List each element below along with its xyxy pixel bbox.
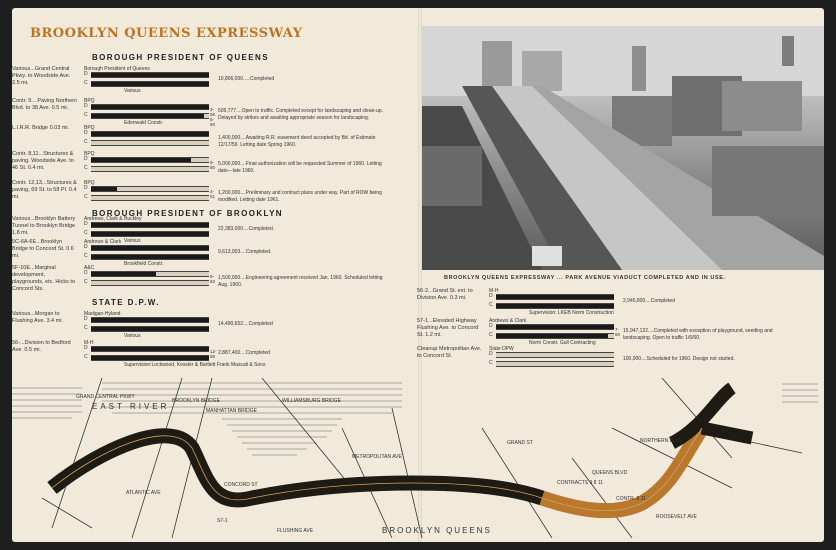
design-firm: Madigan-Hyland <box>84 311 121 317</box>
contract-label: Various...Grand Central Pkwy. to Woodside Ave. 2.5 mi. <box>12 66 71 86</box>
constr-fill <box>91 82 209 86</box>
constr-letter: C <box>84 165 88 171</box>
map-street-4: WILLIAMSBURG BRIDGE <box>282 398 341 404</box>
design-fill <box>91 132 209 136</box>
constr-bar <box>91 231 209 237</box>
design-bar <box>496 324 614 330</box>
constr-letter: C <box>489 360 493 366</box>
constr-fill <box>91 114 204 118</box>
design-letter: D <box>489 293 493 299</box>
map-street-12: CONTRACTS 9 8 11 <box>557 480 604 486</box>
design-letter: D <box>84 270 88 276</box>
design-firm: BPQ <box>84 125 95 131</box>
design-letter: D <box>84 244 88 250</box>
contract-row <box>12 265 402 305</box>
amount-status: 100,000....Scheduled for 1960. Design not started. <box>623 356 735 362</box>
design-letter: D <box>84 103 88 109</box>
constr-bar <box>91 254 209 260</box>
contract-label: 56-...Division to Bedford Ave. 0.5 mi. <box>12 340 71 353</box>
schedule-tag: 7-60 <box>615 327 621 337</box>
constr-letter: C <box>84 230 88 236</box>
constr-fill <box>91 232 209 236</box>
section-dpw: STATE D.P.W. <box>92 298 160 307</box>
amount-status: 2,887,400....Completed <box>218 350 270 356</box>
design-firm: Andrews & Clark <box>489 318 527 324</box>
schedule-tag: 12-58 <box>210 349 217 359</box>
design-bar <box>496 352 614 358</box>
page-title: BROOKLYN QUEENS EXPRESSWAY <box>30 26 303 41</box>
constr-letter: C <box>84 80 88 86</box>
amount-status: 505,777....Open to traffic. Completed except for landscaping and clean-up. Delayed by strikes and awaiting appropriate season for landscaping. <box>218 108 384 121</box>
constr-letter: C <box>84 325 88 331</box>
amount-status: 1,400,000....Awaiting R.R. easement deed accepted by Bd. of Estimate 12/17/59. Letting date Spring 1960. <box>218 135 376 148</box>
constr-firm: Various <box>124 88 141 94</box>
map-street-1: FLUSHING AVE <box>277 528 314 534</box>
brochure-spread <box>12 8 824 542</box>
map-street-11: CONCORD ST <box>224 482 258 488</box>
amount-status: 1,200,000....Preliminary and contract plans under way. Part of ROW being modified. Letting date 1961. <box>218 190 382 203</box>
constr-bar <box>91 280 209 286</box>
constr-firm: Various <box>124 238 141 244</box>
constr-bar <box>496 333 614 339</box>
constr-fill <box>91 327 209 331</box>
constr-letter: C <box>84 112 88 118</box>
design-letter: D <box>84 316 88 322</box>
constr-firm: Brookfield Constr. <box>124 261 164 267</box>
amount-status: 2,945,800....Completed <box>623 298 675 304</box>
contract-label: 5F-10E...Marginal development, playgrounds, etc. Hicks to Concord Sts. <box>12 265 75 292</box>
design-firm: A&C <box>84 265 95 271</box>
design-bar <box>91 346 209 352</box>
amount-status: 1,500,000....Engineering agreement received Jan. 1960. Scheduled letting Aug. 1960. <box>218 275 383 288</box>
constr-firm: Various <box>124 333 141 339</box>
constr-firm: Norm Constr. Gull Contracting <box>529 340 596 346</box>
map-street-8: QUEENS BLVD <box>592 470 628 476</box>
design-firm: BPQ <box>84 180 95 186</box>
contract-label: 56-2...Grand St. ext. to Division Ave. 0.3 mi. <box>417 288 473 301</box>
constr-bar <box>91 81 209 87</box>
constr-bar <box>91 355 209 361</box>
amount-status: 15,947,122....Completed with exception of playground, seeding and landscaping. Open to traffic 1/6/60. <box>623 328 773 341</box>
contract-label: 5C-6A-6E...Brooklyn Bridge to Concord St. 0.6 mi. <box>12 239 74 259</box>
map-street-7: NORTHERN BLVD <box>640 438 683 444</box>
constr-fill <box>91 356 209 360</box>
map-street-10: GRAND CENTRAL PKWY <box>76 394 135 400</box>
design-letter: D <box>489 323 493 329</box>
design-letter: D <box>84 130 88 136</box>
constr-fill <box>496 304 614 308</box>
design-bar <box>91 271 209 277</box>
design-bar <box>91 131 209 137</box>
design-fill <box>91 272 156 276</box>
design-fill <box>91 318 209 322</box>
design-fill <box>496 295 614 299</box>
design-firm: BPQ <box>84 151 95 157</box>
schedule-tag: 4-61 <box>210 189 216 199</box>
design-firm: Andrews & Clark <box>84 239 122 245</box>
constr-firm: Edenwald Constr. <box>124 120 164 126</box>
design-firm: Borough President of Queens <box>84 66 150 72</box>
constr-letter: C <box>84 354 88 360</box>
constr-letter: C <box>489 302 493 308</box>
constr-fill <box>496 334 608 338</box>
constr-letter: C <box>84 253 88 259</box>
constr-fill <box>91 255 209 259</box>
amount-status: 9,613,003....Completed. <box>218 249 272 255</box>
constr-bar <box>91 326 209 332</box>
schedule-tag: 9-60 <box>210 160 216 170</box>
section-brooklyn: BOROUGH PRESIDENT OF BROOKLYN <box>92 209 283 218</box>
map-street-13: CONTR. 8 11 <box>616 496 646 502</box>
map-street-0: ATLANTIC AVE <box>126 490 161 496</box>
design-bar <box>91 104 209 110</box>
design-letter: D <box>84 221 88 227</box>
route-map <box>12 368 824 542</box>
design-firm: M-H <box>489 288 499 294</box>
contract-label: Various...Brooklyn Battery Tunnel to Brooklyn Bridge 1.8 mi. <box>12 216 76 236</box>
design-firm: M-H <box>84 340 94 346</box>
design-letter: D <box>489 351 493 357</box>
contract-label: Various...Morgan to Flushing Ave. 3.4 mi. <box>12 311 63 324</box>
design-bar <box>91 157 209 163</box>
constr-firm: Supervision:Lockwood, Kessler & Bartlett Frank Mascali & Sons <box>124 362 266 368</box>
design-bar <box>91 72 209 78</box>
constr-letter: C <box>84 279 88 285</box>
progress-bars <box>84 265 214 299</box>
contract-label: Contr. 9....Paving Northern Blvd. to 38 Ave. 0.5 mi. <box>12 98 78 111</box>
amount-status: 10,806,000.....Completed <box>218 76 275 82</box>
map-bottom-label: BROOKLYN QUEENS <box>382 526 492 535</box>
design-letter: D <box>84 71 88 77</box>
design-fill <box>91 73 209 77</box>
contract-label: 57-1...Elevated Highway Flushing Ave. to Concord St. 1.2 mi. <box>417 318 479 338</box>
design-letter: D <box>84 156 88 162</box>
map-street-14: S7-1 <box>217 518 228 524</box>
design-fill <box>496 325 614 329</box>
map-street-3: MANHATTAN BRIDGE <box>206 408 257 414</box>
viaduct-photo <box>422 26 824 270</box>
design-bar <box>91 186 209 192</box>
constr-bar <box>91 113 209 119</box>
design-bar <box>91 222 209 228</box>
contract-label: Contr. 8,11...Structures & paving. Woodside Ave. to 46 St. 0.4 mi. <box>12 151 74 171</box>
constr-letter: C <box>84 139 88 145</box>
map-river-label: EAST RIVER <box>92 402 170 411</box>
constr-bar <box>496 361 614 367</box>
contract-label: Cleanup Metropolitan Ave. to Concord St. <box>417 346 482 359</box>
section-queens: BOROUGH PRESIDENT OF QUEENS <box>92 53 269 62</box>
amount-status: 14,490,652....Completed <box>218 321 273 327</box>
contract-label: Contr. 12,13...Structures & paving, 69 St. to 58 Pl. 0.4 mi. <box>12 180 77 200</box>
constr-letter: C <box>489 332 493 338</box>
design-bar <box>91 245 209 251</box>
progress-bars <box>489 288 619 322</box>
contract-label: L.I.R.R. Bridge 0.03 mi. <box>12 125 70 131</box>
map-street-5: METROPOLITAN AVE <box>352 454 402 460</box>
progress-bars <box>84 180 214 214</box>
photo-caption: BROOKLYN QUEENS EXPRESSWAY ... PARK AVENUE VIADUCT COMPLETED AND IN USE. <box>444 275 726 281</box>
schedule-tag: 9-60 <box>210 274 216 284</box>
design-bar <box>496 294 614 300</box>
amount-status: 22,383,000....Completed. <box>218 226 275 232</box>
constr-bar <box>91 140 209 146</box>
design-bar <box>91 317 209 323</box>
constr-bar <box>91 195 209 201</box>
schedule-tag: 3-58 5-60 <box>210 107 216 127</box>
map-street-6: GRAND ST <box>507 440 533 446</box>
amount-status: 5,000,000....Final authorization will be requested Summer of 1960. Letting date—late 1960. <box>218 161 382 174</box>
viaduct-photo-art <box>422 26 824 270</box>
design-letter: D <box>84 185 88 191</box>
design-fill <box>91 223 209 227</box>
design-fill <box>91 158 191 162</box>
constr-letter: C <box>84 194 88 200</box>
design-letter: D <box>84 345 88 351</box>
design-firm: State DPW <box>489 346 514 352</box>
design-fill <box>91 187 117 191</box>
constr-firm: Supervision: LKEB Norm Construction <box>529 310 614 316</box>
constr-bar <box>91 166 209 172</box>
design-firm: BPQ <box>84 98 95 104</box>
design-firm: Andrews, Clark & Buckley <box>84 216 142 222</box>
design-fill <box>91 347 209 351</box>
constr-bar <box>496 303 614 309</box>
design-fill <box>91 246 209 250</box>
design-fill <box>91 105 209 109</box>
map-street-2: BROOKLYN BRIDGE <box>172 398 220 404</box>
progress-bars <box>84 66 214 100</box>
map-street-9: ROOSEVELT AVE <box>656 514 697 520</box>
contract-row <box>12 180 402 220</box>
